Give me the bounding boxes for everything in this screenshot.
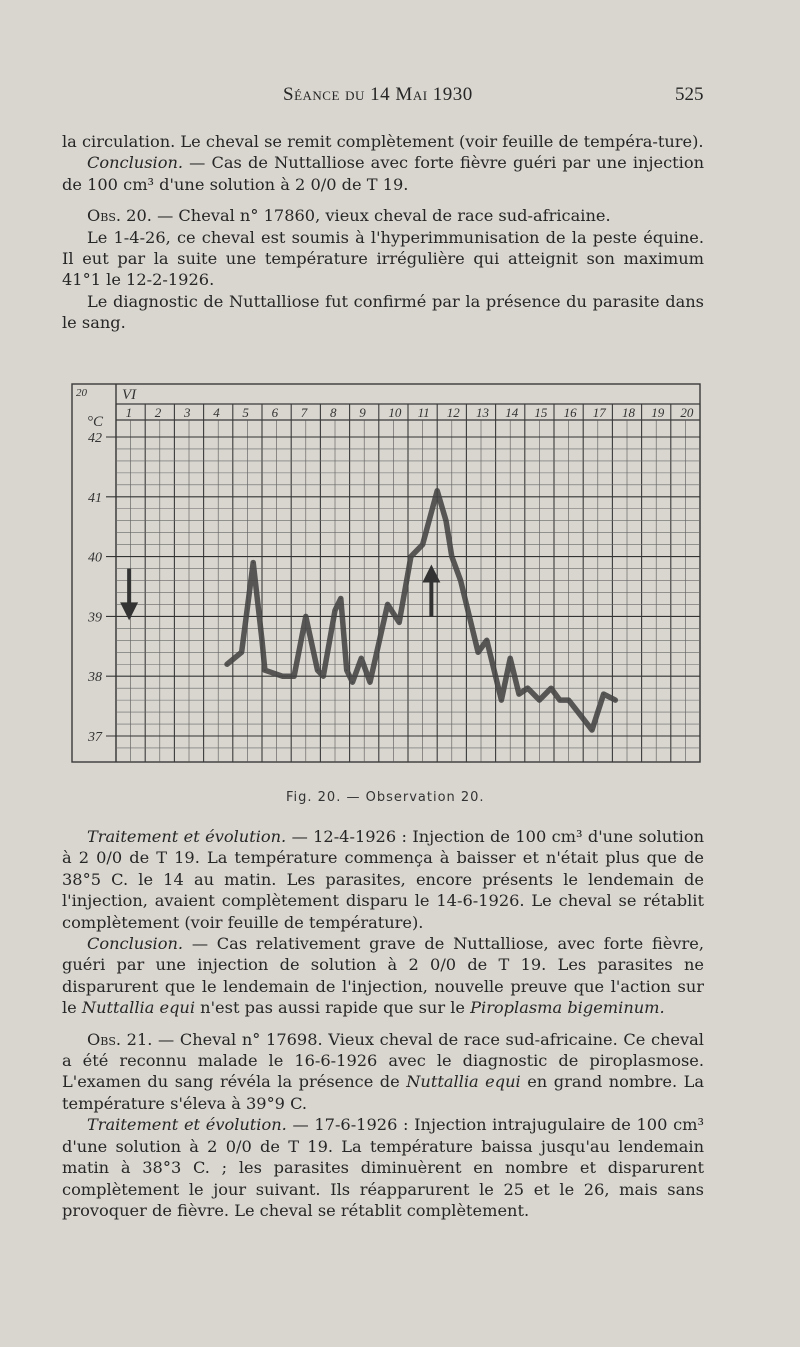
temperature-point (410, 556, 412, 558)
paragraph-7-label: Conclusion. (87, 934, 184, 954)
chart-series (226, 490, 616, 731)
x-tick-label: 13 (476, 405, 489, 420)
paragraph-6-label: Traitement et évolution. (87, 827, 287, 846)
paragraph-7-species-2: Piroplasma bigeminum. (470, 998, 665, 1018)
temperature-point (261, 640, 263, 642)
temperature-point (451, 556, 453, 558)
temperature-point (422, 544, 424, 546)
x-tick-label: 12 (446, 405, 460, 420)
temperature-point (252, 562, 254, 564)
x-tick-label: 4 (213, 405, 220, 420)
x-tick-label: 8 (330, 405, 337, 420)
paragraph-8-species: Nuttallia equi (406, 1072, 521, 1092)
chart-corner-label: 20 (76, 387, 87, 399)
y-tick-label: 39 (88, 610, 102, 626)
temperature-point (305, 616, 307, 618)
temperature-line (227, 491, 615, 730)
paragraph-8-label: Obs. 21. (87, 1029, 153, 1049)
temperature-point (293, 675, 295, 677)
temperature-point (369, 681, 371, 683)
y-tick-label: 40 (88, 550, 102, 566)
x-tick-label: 10 (388, 405, 402, 420)
temperature-point (436, 490, 438, 492)
x-tick-label: 20 (680, 405, 694, 420)
x-tick-label: 3 (184, 405, 191, 420)
temperature-point (398, 622, 400, 624)
temperature-point (527, 687, 529, 689)
temperature-point (445, 520, 447, 522)
header-title: Séance du 14 Mai 1930 (283, 84, 473, 105)
bottom-text-block (62, 826, 704, 1221)
chart-grid (72, 384, 700, 762)
running-header (0, 84, 800, 112)
temperature-point (340, 598, 342, 600)
temperature-point (591, 729, 593, 731)
x-tick-label: 18 (622, 405, 635, 420)
temperature-point (615, 699, 617, 701)
paragraph-7 (62, 933, 704, 1019)
paragraph-6 (62, 826, 704, 933)
paragraph-1: la circulation. Le cheval se remit complètement (voir feuille de tempéra-ture). (62, 132, 704, 151)
top-text-block (62, 131, 704, 334)
paragraph-9-text: — 17-6-1926 : Injection intrajugulaire de 100 cm³ d'une solution à 2 0/0 de T 19. La température baissa jusqu'au lendemain matin à 38°3 C. ; les parasites diminuèrent en nombre et disparurent complètement le jour suivant. Ils réapparurent le 25 et le 26, mais sans provoquer de fièvre. Le cheval se rétablit complètement. (62, 1115, 704, 1220)
paragraph-9-label: Traitement et évolution. (87, 1115, 287, 1135)
temperature-point (518, 693, 520, 695)
paragraph-3-label: Obs. 20. (87, 206, 152, 226)
paragraph-2-label: Conclusion. (87, 153, 184, 173)
y-tick-label: 41 (88, 490, 102, 506)
x-tick-label: 14 (505, 405, 519, 420)
y-tick-label: 37 (88, 730, 102, 745)
temperature-point (460, 580, 462, 582)
chart-unit-label: °C (87, 414, 104, 430)
temperature-point (360, 657, 362, 659)
paragraph-7-species-1: Nuttallia equi (81, 998, 196, 1018)
y-tick-label: 38 (88, 670, 102, 686)
paragraph-3 (62, 205, 704, 226)
x-tick-label: 11 (417, 405, 430, 420)
chart-frame (72, 384, 700, 762)
paragraph-2 (62, 152, 704, 195)
temperature-point (346, 669, 348, 671)
paragraph-7-text-b: n'est pas aussi rapide que sur le (195, 998, 471, 1018)
temperature-point (282, 675, 284, 677)
paragraph-3-text: — Cheval n° 17860, vieux cheval de race sud-africaine. (151, 206, 611, 226)
paragraph-8 (62, 1029, 704, 1115)
x-tick-label: 16 (563, 405, 577, 420)
x-tick-label: 7 (300, 405, 308, 420)
temperature-point (568, 699, 570, 701)
chart-month-label: VI (122, 387, 137, 403)
temperature-point (387, 604, 389, 606)
x-tick-label: 17 (592, 405, 606, 420)
x-tick-label: 1 (125, 405, 133, 420)
temperature-point (264, 669, 266, 671)
temperature-point (486, 640, 488, 642)
temperature-chart (70, 382, 710, 772)
paragraph-8-text-b: en grand nombre. La température s'éleva à 39°9 C. (62, 1072, 705, 1113)
temperature-point (317, 669, 319, 671)
paragraph-5: Le diagnostic de Nuttalliose fut confirmé par la présence du parasite dans le sang. (62, 291, 704, 333)
x-tick-label: 19 (651, 405, 665, 420)
temperature-point (226, 663, 228, 665)
temperature-point (334, 610, 336, 612)
paragraph-7-text-a: — Cas relativement grave de Nuttalliose, avec forte fièvre, guéri par une injection de solution à 2 0/0 de T 19. Les parasites ne disparurent que le lendemain de l'injection, nouvelle preuve que l'action sur le (62, 934, 704, 1018)
y-tick-label: 42 (88, 431, 102, 446)
paragraph-6-text: — 12-4-1926 : Injection de 100 cm³ d'une solution à 2 0/0 de T 19. La température commença à baisser et n'était plus que de 38°5 C. le 14 au matin. Les parasites, encore présents le lendemain de l'injection, avaient complètement disparu le 14-6-1926. Le cheval se rétablit complètement (voir feuille de température). (62, 827, 704, 932)
paragraph-9 (62, 1114, 704, 1221)
x-tick-label: 9 (359, 405, 366, 420)
temperature-point (323, 675, 325, 677)
paragraph-2-text: — Cas de Nuttalliose avec forte fièvre guéri par une injection de 100 cm³ d'une solution à 2 0/0 de T 19. (62, 153, 704, 194)
temperature-point (559, 699, 561, 701)
temperature-point (477, 651, 479, 653)
paragraph-4: Le 1-4-26, ce cheval est soumis à l'hyperimmunisation de la peste équine. Il eut par la suite une température irrégulière qui atteignit son maximum 41°1 le 12-2-1926. (62, 227, 704, 290)
temperature-point (550, 687, 552, 689)
x-tick-label: 15 (534, 405, 548, 420)
paragraph-8-text-a: — Cheval n° 17698. Vieux cheval de race sud-africaine. Ce cheval a été reconnu malade le 16-6-1926 avec le diagnostic de piroplasmose. L'examen du sang révéla la présence de (62, 1029, 704, 1092)
temperature-point (241, 651, 243, 653)
temperature-point (352, 681, 354, 683)
page-number: 525 (675, 84, 704, 105)
x-tick-label: 5 (242, 405, 249, 420)
temperature-point (501, 699, 503, 701)
x-tick-label: 2 (154, 405, 162, 420)
x-tick-label: 6 (271, 405, 279, 420)
temperature-point (509, 657, 511, 659)
arrow-head (120, 602, 138, 620)
temperature-point (603, 693, 605, 695)
figure-caption: Fig. 20. — Observation 20. (286, 790, 485, 805)
temperature-point (539, 699, 541, 701)
